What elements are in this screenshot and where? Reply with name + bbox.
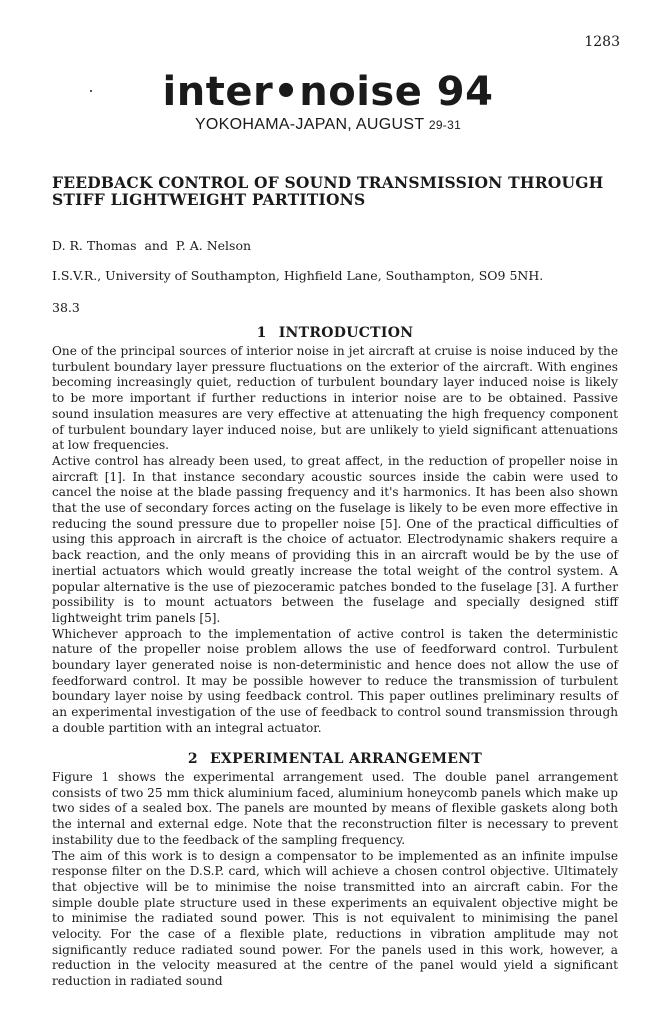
section-heading-introduction bbox=[52, 325, 618, 341]
conference-place: YOKOHAMA-JAPAN, AUGUST bbox=[194, 116, 429, 133]
section-number: 2 bbox=[187, 751, 198, 767]
paper-title: FEEDBACK CONTROL OF SOUND TRANSMISSION THROUGH STIFF LIGHTWEIGHT PARTITIONS bbox=[52, 173, 604, 209]
page-number: 1283 bbox=[584, 34, 620, 50]
section-title: INTRODUCTION bbox=[278, 325, 414, 341]
conference-logo: inter•noise 94 bbox=[162, 69, 494, 115]
section-number: 1 bbox=[256, 325, 267, 341]
paragraph: Whichever approach to the implementation of active control is taken the deterministic nature of the propeller noise problem allows the use of feedforward control. Turbulent boundary layer generated noise is non-deterministic and hence does not allow the use of feedforward control. It may be possible however to reduce the transmission of turbulent boundary layer noise by using feedback control. This paper outlines preliminary results of an experimental investigation of the use of feedback to control sound transmission through a double partition with an integral actuator. bbox=[52, 626, 618, 735]
conference-location bbox=[0, 116, 656, 134]
section-body-experimental-arrangement bbox=[52, 770, 618, 990]
paragraph: The aim of this work is to design a compensator to be implemented as an infinite impulse response filter on the D.S.P. card, which will achieve a chosen control objective. Ultimately that objective will be to minimise the noise transmitted into an aircraft cabin. For the simple double plate structure used in these experiments an equivalent objective might be to minimise the radiated sound power. This is not equivalent to minimising the panel velocity. For the case of a flexible plate, reductions in vibration amplitude may not significantly reduce radiated sound power. For the panels used in this work, however, a reduction in the velocity measured at the centre of the panel would yield a significant reduction in radiated sound bbox=[52, 848, 618, 989]
paper-affiliation: I.S.V.R., University of Southampton, Highfield Lane, Southampton, SO9 5NH. bbox=[52, 268, 544, 283]
section-heading-experimental-arrangement bbox=[52, 751, 618, 767]
paper-code: 38.3 bbox=[52, 300, 80, 315]
paragraph: Active control has already been used, to great affect, in the reduction of propeller noise in aircraft [1]. In that instance secondary acoustic sources inside the cabin were used to cancel the noise at the blade passing frequency and it's harmonics. It has been also shown that the use of secondary forces acting on the fuselage is likely to be even more effective in reducing the sound pressure due to propeller noise [5]. One of the practical difficulties of using this approach in aircraft is the choice of actuator. Electrodynamic shakers require a back reaction, and the only means of providing this in an aircraft would be by the use of inertial actuators which would greatly increase the total weight of the control system. A popular alternative is the use of piezoceramic patches bonded to the fuselage [3]. A further possibility is to mount actuators between the fuselage and specially designed stiff lightweight trim panels [5]. bbox=[52, 453, 618, 625]
paragraph: Figure 1 shows the experimental arrangement used. The double panel arrangement consists of two 25 mm thick aluminium faced, aluminium honeycomb panels which make up two sides of a sealed box. The panels are mounted by means of flexible gaskets along both the internal and external edge. Note that the reconstruction filter is necessary to prevent instability due to the feedback of the sampling frequency. bbox=[52, 770, 618, 847]
paper-authors: D. R. Thomas and P. A. Nelson bbox=[52, 238, 252, 253]
section-body-introduction bbox=[52, 344, 618, 737]
paragraph: One of the principal sources of interior noise in jet aircraft at cruise is noise induced by the turbulent boundary layer pressure fluctuations on the exterior of the aircraft. With engines becoming increasingly quiet, reduction of turbulent boundary layer induced noise is likely to be more important if further reductions in interior noise are to be obtained. Passive sound insulation measures are very effective at attenuating the high frequency component of turbulent boundary layer induced noise, but are unlikely to yield significant attenuations at low frequencies. bbox=[52, 344, 618, 453]
section-title: EXPERIMENTAL ARRANGEMENT bbox=[209, 751, 483, 767]
conference-dates: 29-31 bbox=[428, 118, 462, 132]
